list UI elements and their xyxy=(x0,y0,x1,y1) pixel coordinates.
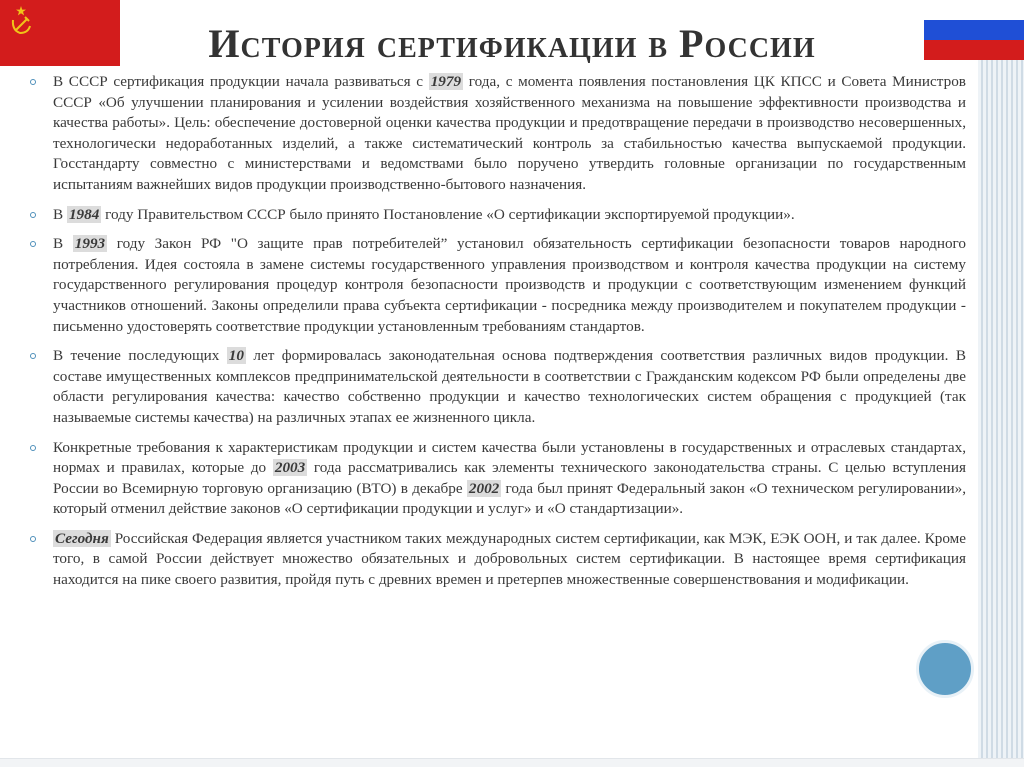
paragraph-text: В xyxy=(53,235,73,253)
paragraph-text: года, с момента появления постановления ЦК КПСС и Совета Министров СССР «Об улучшении планирования и усилении воздействия хозяйственного механизма на повышение эффективности производства и качества работы». Цель: обеспечение достоверной оценки качества продукции и предотвращение передачи в производство несовершенных, технологически недоработанных изделий, а также систематический контроль за стабильностью качества выпускаемой продукции. Госстандарту совместно с министерствами и ведомствами было поручено утвердить головные организации по государственным испытаниям важнейших видов продукции производственно-бытового назначения. xyxy=(53,73,966,193)
highlighted-year: 1993 xyxy=(74,235,106,253)
paragraph-text: Российская Федерация является участником таких международных систем сертификации, как МЭК, ЕЭК ООН, и так далее. Кроме того, в самой России действует множество обязательных и добровольных систем сертификации. В настоящее время сертификация находится на пике своего развития, пройдя путь с древних времен и претерпев множественные совершенствования и модификации. xyxy=(53,529,966,589)
paragraph-text: году Закон РФ "О защите прав потребителей” установил обязательность сертификации безопасности товаров народного потребления. Идея состояла в замене системы государственного управления производством и контроля качества продукции на систему государственного регулирования процедур контроля безопасности производств и продукции с соответствующим изменением функций участников отношений. Законы определили права субъекта сертификации - посредника между производителем и покупателем продукции - письменно удостоверять соответствие продукции установленным требованиям стандартов. xyxy=(53,235,966,335)
decorative-circle xyxy=(916,640,974,698)
circle-bullet-icon xyxy=(30,212,36,218)
paragraph-text: В СССР сертификация продукции начала развиваться с xyxy=(53,73,429,90)
highlighted-year: 10 xyxy=(228,347,244,365)
paragraph-text: года рассматривались как элементы технического законодательства страны. С целью вступления России во Всемирную торговую организацию (ВТО) в декабре xyxy=(53,459,966,497)
paragraph-text: В xyxy=(53,205,67,223)
highlighted-year: 2003 xyxy=(274,459,306,477)
circle-bullet-icon xyxy=(30,241,36,247)
content-body xyxy=(28,72,966,600)
circle-bullet-icon xyxy=(30,79,36,85)
bullet-paragraph xyxy=(28,438,966,520)
paragraph-text: В течение последующих xyxy=(53,347,227,365)
bullet-paragraph xyxy=(28,205,966,226)
circle-bullet-icon xyxy=(30,445,36,451)
bullet-paragraph xyxy=(28,529,966,591)
circle-bullet-icon xyxy=(30,353,36,359)
paragraph-text: лет формировалась законодательная основа подтверждения соответствия различных видов продукции. В составе имущественных комплексов предпринимательской деятельности в соответствии с Гражданским кодексом РФ были определены две области регулирования качества: качество собственно продукции и качество технологических систем обращения с продукцией (так называемые системы качества) на различных этапах ее жизненного цикла. xyxy=(53,347,966,426)
paragraph-text: году Правительством СССР было принято Постановление «О сертификации экспортируемой продукции». xyxy=(101,205,795,223)
highlighted-year: 1979 xyxy=(430,73,462,90)
bullet-paragraph xyxy=(28,72,966,196)
bullet-paragraph xyxy=(28,346,966,428)
highlighted-year: 1984 xyxy=(68,205,100,223)
page-title: История сертификации в России xyxy=(208,21,816,66)
decorative-side-stripes xyxy=(978,0,1024,767)
bullet-paragraph xyxy=(28,234,966,337)
highlighted-year: Сегодня xyxy=(55,529,109,547)
circle-bullet-icon xyxy=(30,536,36,542)
paragraph-text: года был принят Федеральный закон «О техническом регулировании», который отменил действие законов «О сертификации продукции и услуг» и «О стандартизации». xyxy=(53,479,966,518)
highlighted-year: 2002 xyxy=(468,479,500,497)
bottom-bar xyxy=(0,758,1024,767)
paragraph-text: Конкретные требования к характеристикам продукции и систем качества были установлены в государственных и отраслевых стандартах, нормах и правилах, которые до xyxy=(53,438,966,477)
